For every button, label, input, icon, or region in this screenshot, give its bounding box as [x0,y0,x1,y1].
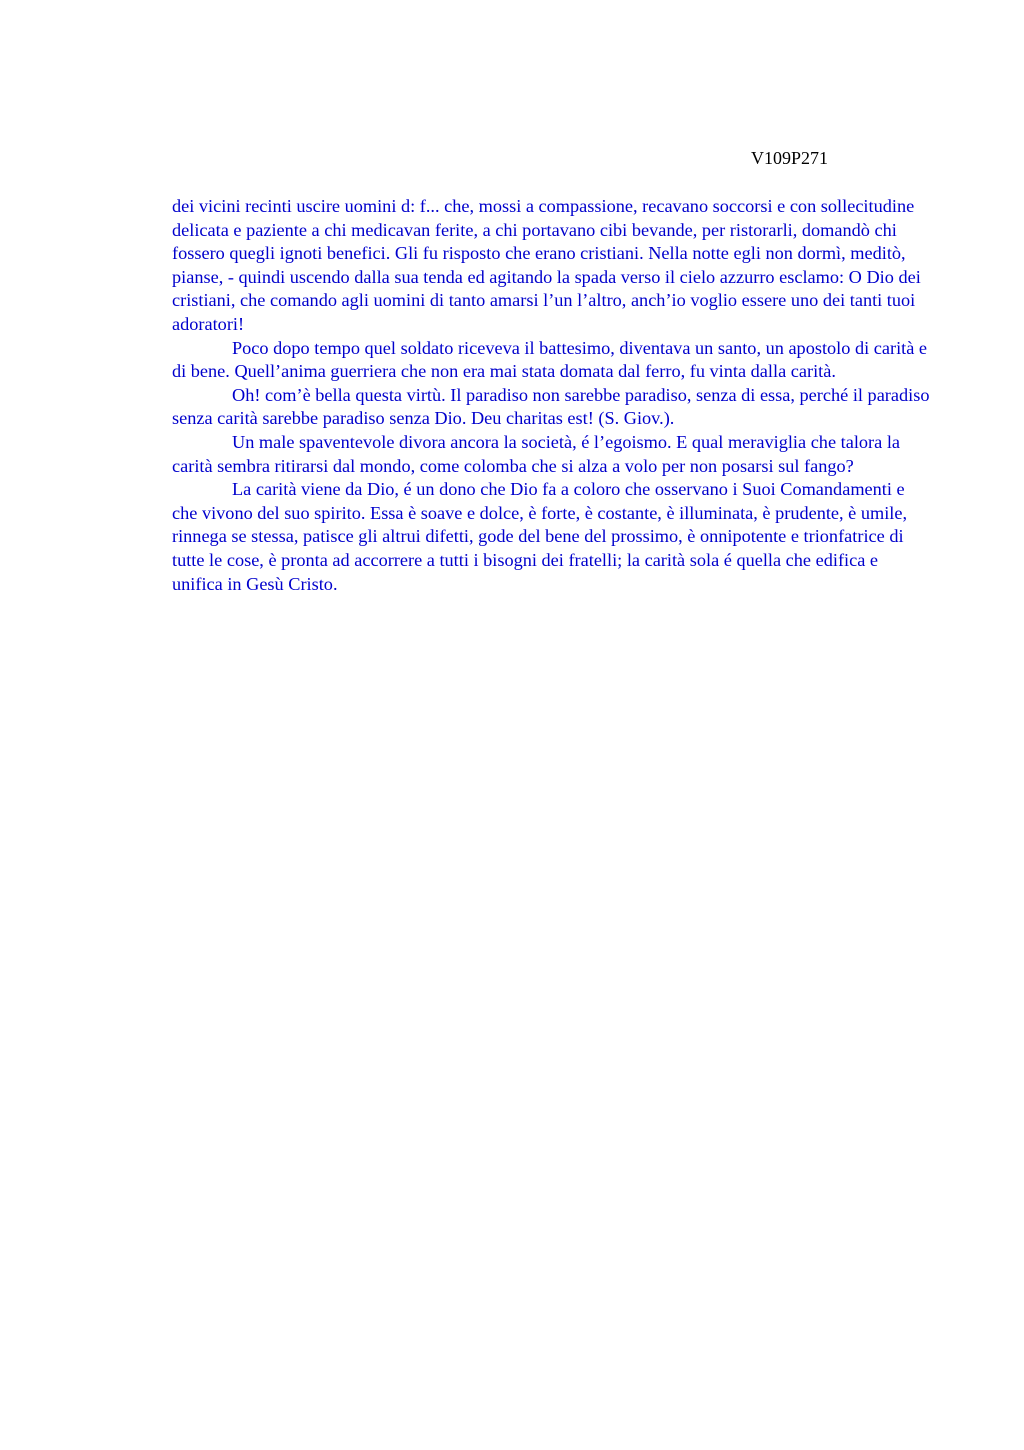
paragraph-charity-from-god: La carità viene da Dio, é un dono che Dio fa a coloro che osservano i Suoi Comandamenti e che vivono del suo spirito. Essa è soave e dolce, è forte, è costante, è illuminata, è prudente, è umile, rinnega se stessa, patisce gli altrui difetti, gode del bene del prossimo, è onnipotente e trionfatrice di tutte le cose, è pronta ad accorrere a tutti i bisogni dei fratelli; la carità sola é quella che edifica e unifica in Gesù Cristo. [172,479,908,594]
page-id-header: V109P271 [751,148,829,168]
paragraph-egoism: Un male spaventevole divora ancora la società, é l’egoismo. E qual meraviglia che talora la carità sembra ritirarsi dal mondo, come colomba che si alza a volo per non posarsi sul fango? [172,431,901,476]
document-body [172,195,930,596]
paragraph-baptism: Poco dopo tempo quel soldato riceveva il battesimo, diventava un santo, un apostolo di carità e di bene. Quell’anima guerriera che non era mai stata domata dal ferro, fu vinta dalla carità. [172,337,928,382]
paragraph-virtue: Oh! com’è bella questa virtù. Il paradiso non sarebbe paradiso, senza di essa, perché il paradiso senza carità sarebbe paradiso senza Dio. Deu charitas est! (S. Giov.). [172,384,930,429]
paragraph-continuation: dei vicini recinti uscire uomini d: f... che, mossi a compassione, recavano soccorsi e con sollecitudine delicata e paziente a chi medicavan ferite, a chi portavano cibi bevande, per ristorarli, domandò chi fossero quegli ignoti benefici. Gli fu risposto che erano cristiani. Nella notte egli non dormì, meditò, pianse, - quindi uscendo dalla sua tenda ed agitando la spada verso il cielo azzurro esclamo: O Dio dei cristiani, che comando agli uomini di tanto amarsi l’un l’altro, anch’io voglio essere uno dei tanti tuoi adoratori! [172,196,921,334]
